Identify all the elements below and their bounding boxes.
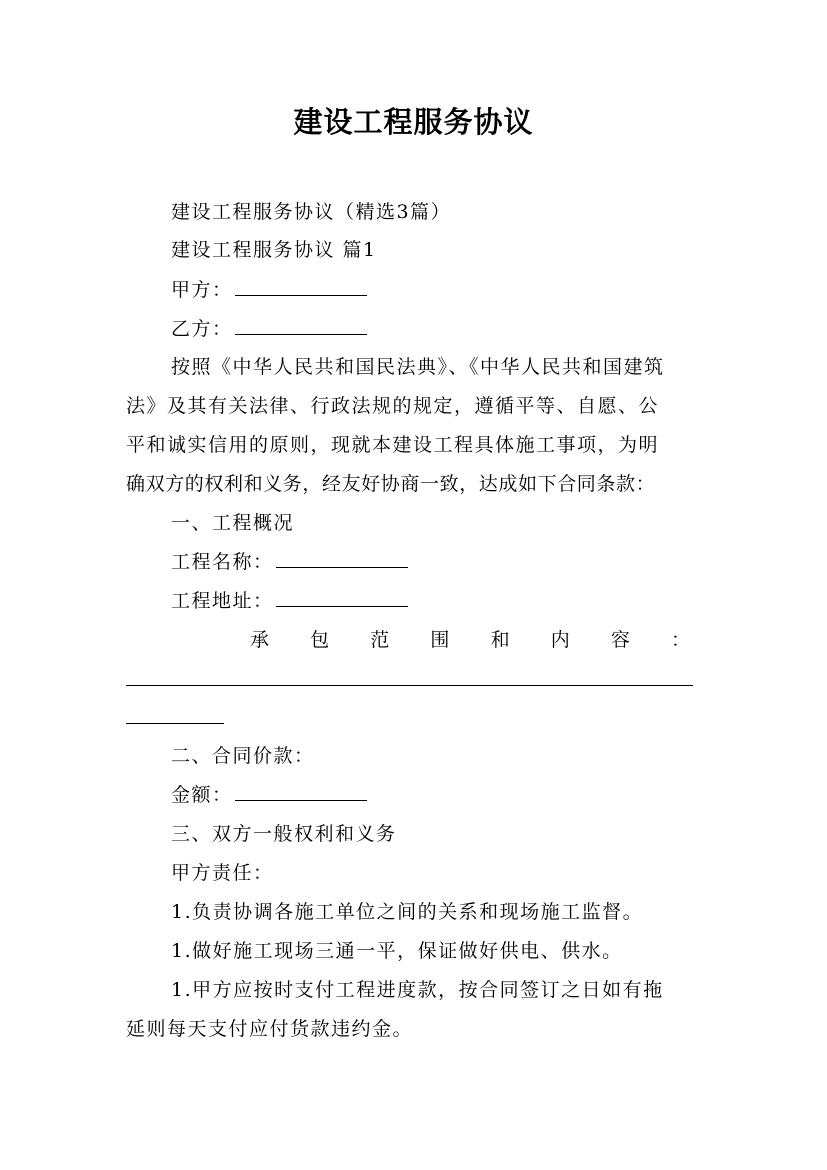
subsection-heading: 甲方责任：: [171, 862, 274, 884]
paragraph-line: 确双方的权利和义务，经友好协商一致，达成如下合同条款：: [126, 473, 656, 495]
amount-blank: [235, 776, 367, 801]
scope-char: 包: [310, 629, 330, 651]
party-b-blank: [235, 310, 367, 335]
paragraph-line: 按照《中华人民共和国民法典》、《中华人民共和国建筑: [171, 356, 665, 378]
project-name-label: 工程名称：: [171, 551, 274, 573]
amount-label: 金额：: [171, 784, 233, 806]
party-a-blank: [235, 271, 367, 296]
scope-char: ：: [670, 629, 690, 651]
scope-blank-line: [126, 685, 693, 686]
part-heading: 建设工程服务协议 篇1: [171, 239, 377, 261]
section-heading: 三、双方一般权利和义务: [171, 823, 397, 845]
scope-char: 容: [610, 629, 630, 651]
party-a-line: [126, 271, 751, 310]
party-b-line: [126, 310, 751, 349]
paragraph-line: 平和诚实信用的原则，现就本建设工程具体施工事项，为明: [126, 434, 660, 456]
list-item: 1.负责协调各施工单位之间的关系和现场施工监督。: [171, 901, 644, 923]
project-address-line: [126, 582, 751, 621]
scope-char: 围: [430, 629, 450, 651]
scope-char: 内: [550, 629, 570, 651]
scope-char: 承: [250, 629, 270, 651]
project-address-blank: [276, 582, 408, 607]
project-address-label: 工程地址：: [171, 590, 274, 612]
scope-line: [250, 621, 690, 660]
scope-char: 和: [490, 629, 510, 651]
scope-char: 范: [370, 629, 390, 651]
project-name-line: [126, 543, 751, 582]
list-item-continuation: 延则每天支付应付货款违约金。: [126, 1018, 414, 1040]
list-item: 1.甲方应按时支付工程进度款，按合同签订之日如有拖: [171, 979, 664, 1001]
document-title: 建设工程服务协议: [293, 105, 534, 139]
list-item: 1.做好施工现场三通一平，保证做好供电、供水。: [171, 940, 623, 962]
section-heading: 二、合同价款：: [171, 745, 315, 767]
project-name-blank: [276, 543, 408, 568]
party-a-label: 甲方：: [171, 279, 233, 301]
paragraph-line: 法》及其有关法律、行政法规的规定，遵循平等、自愿、公: [126, 395, 660, 417]
amount-line: [126, 776, 751, 815]
subtitle-line: 建设工程服务协议（精选3篇）: [171, 201, 452, 223]
party-b-label: 乙方：: [171, 318, 233, 340]
section-heading: 一、工程概况: [171, 512, 295, 534]
scope-blank-line-end: [126, 723, 224, 724]
